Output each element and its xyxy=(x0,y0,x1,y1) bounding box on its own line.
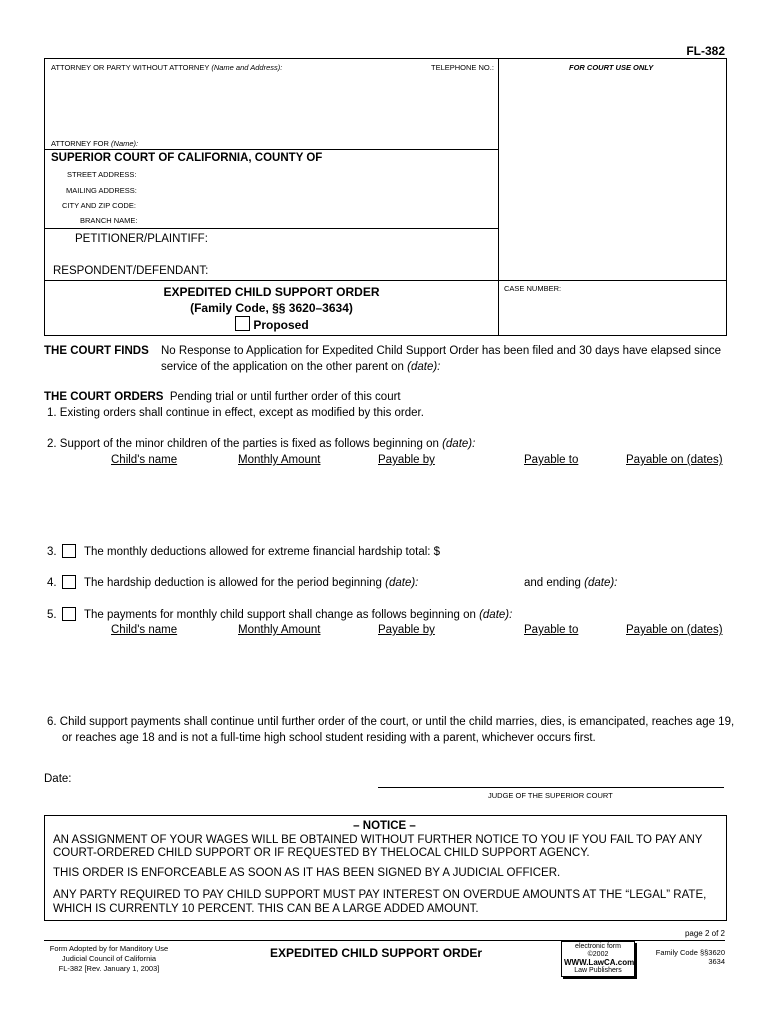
court-use-label: FOR COURT USE ONLY xyxy=(569,63,654,72)
adopted-line1: Form Adopted by for Manditory Use xyxy=(49,944,169,953)
code-line2: 3634 xyxy=(708,957,725,966)
respondent-label: RESPONDENT/DEFENDANT: xyxy=(53,265,209,277)
court-orders-label: THE COURT ORDERS xyxy=(44,391,164,403)
item4-checkbox[interactable] xyxy=(62,575,76,589)
item5-checkbox[interactable] xyxy=(62,607,76,621)
judge-label: JUDGE OF THE SUPERIOR COURT xyxy=(488,791,613,800)
item5-text: The payments for monthly child support shall change as follows beginning on (date): xyxy=(84,609,513,621)
family-code-block xyxy=(656,948,725,966)
title-divider xyxy=(44,280,726,281)
item5-number: 5. xyxy=(47,609,57,621)
col-monthly-amount: Monthly Amount xyxy=(238,454,321,466)
proposed-label: Proposed xyxy=(253,318,309,332)
form-id: FL-382 xyxy=(686,44,725,58)
parties-divider xyxy=(44,228,499,229)
notice-p2: THIS ORDER IS ENFORCEABLE AS SOON AS IT HAS BEEN SIGNED BY A JUDICIAL OFFICER. xyxy=(53,867,561,879)
col5-payable-by: Payable by xyxy=(378,624,435,636)
col-payable-on: Payable on (dates) xyxy=(626,454,723,466)
adopted-line2: Judicial Council of California xyxy=(61,954,157,963)
street-label: STREET ADDRESS: xyxy=(67,170,137,179)
attorney-for-label: ATTORNEY FOR (Name): xyxy=(51,139,139,148)
item4-text: The hardship deduction is allowed for the period beginning (date): xyxy=(84,577,419,589)
city-label: CITY AND ZIP CODE: xyxy=(62,201,136,210)
date-field[interactable] xyxy=(80,770,330,788)
date-label: Date: xyxy=(44,773,72,785)
document-title: EXPEDITED CHILD SUPPORT ORDER xyxy=(163,285,380,299)
stamp-line1: electronic form ©2002 xyxy=(575,943,621,958)
petitioner-label: PETITIONER/PLAINTIFF: xyxy=(75,233,208,245)
adopted-block xyxy=(44,944,174,974)
case-number-label: CASE NUMBER: xyxy=(504,284,562,293)
adopted-line3: FL-382 [Rev. January 1, 2003] xyxy=(58,964,160,973)
col5-payable-to: Payable to xyxy=(524,624,579,636)
order-item-1: 1. Existing orders shall continue in effect, except as modified by this order. xyxy=(47,407,424,419)
court-orders-row xyxy=(44,391,401,403)
notice-p1-line2: COURT-ORDERED CHILD SUPPORT OR IF REQUESTED BY THELOCAL CHILD SUPPORT AGENCY. xyxy=(53,847,590,859)
col5-childs-name: Child's name xyxy=(111,624,178,636)
col5-monthly-amount: Monthly Amount xyxy=(238,624,321,636)
support-table-area[interactable] xyxy=(100,470,725,530)
item6-line1: 6. Child support payments shall continue until further order of the court, or until the child marries, dies, is emancipated, reaches age 19, xyxy=(47,716,735,728)
page-number: page 2 of 2 xyxy=(684,929,725,938)
document-code: (Family Code, §§ 3620–3634) xyxy=(190,301,353,315)
findings-line1: No Response to Application for Expedited Child Support Order has been filed and 30 days have elapsed since xyxy=(161,345,722,357)
item3-checkbox[interactable] xyxy=(62,544,76,558)
item6-line2: or reaches age 18 and is not a full-time high school student residing with a parent, whichever occurs first. xyxy=(62,732,596,744)
code-line1: Family Code §§3620 xyxy=(655,948,725,957)
notice-title: – NOTICE – xyxy=(353,820,416,832)
notice-p3-line2: WHICH IS CURRENTLY 10 PERCENT. THIS CAN BE A LARGE ADDED AMOUNT. xyxy=(53,903,479,915)
item4-end: and ending (date): xyxy=(524,577,618,589)
item4-number: 4. xyxy=(47,577,57,589)
col-childs-name: Child's name xyxy=(111,454,178,466)
findings-line2: service of the application on the other parent on (date): xyxy=(161,361,441,373)
item3-number: 3. xyxy=(47,546,57,558)
mailing-label: MAILING ADDRESS: xyxy=(66,186,137,195)
court-divider xyxy=(44,149,499,150)
change-table-area[interactable] xyxy=(100,640,725,705)
proposed-row xyxy=(235,316,309,332)
col5-payable-on: Payable on (dates) xyxy=(626,624,723,636)
court-orders-intro: Pending trial or until further order of this court xyxy=(169,391,401,403)
proposed-checkbox[interactable] xyxy=(235,316,250,331)
judge-signature-line[interactable] xyxy=(378,787,724,788)
publisher-stamp[interactable] xyxy=(561,941,635,977)
notice-p3-line1: ANY PARTY REQUIRED TO PAY CHILD SUPPORT MUST PAY INTEREST ON OVERDUE AMOUNTS AT THE “LEGAL” RATE, xyxy=(53,889,707,901)
order-item-2: 2. Support of the minor children of the parties is fixed as follows beginning on (date): xyxy=(47,438,476,450)
branch-label: BRANCH NAME: xyxy=(80,216,138,225)
col-payable-to: Payable to xyxy=(524,454,579,466)
col-payable-by: Payable by xyxy=(378,454,435,466)
stamp-line3: Law Publishers xyxy=(574,967,622,974)
stamp-url: WWW.LawCA.com xyxy=(564,958,635,967)
court-title: SUPERIOR COURT OF CALIFORNIA, COUNTY OF xyxy=(51,152,323,164)
telephone-label: TELEPHONE NO.: xyxy=(431,63,494,72)
court-finds-label: THE COURT FINDS xyxy=(44,345,149,357)
notice-p1-line1: AN ASSIGNMENT OF YOUR WAGES WILL BE OBTAINED WITHOUT FURTHER NOTICE TO YOU IF YOU FAIL TO PAY ANY xyxy=(53,834,703,846)
attorney-label: ATTORNEY OR PARTY WITHOUT ATTORNEY (Name and Address): xyxy=(51,63,283,72)
footer-title: EXPEDITED CHILD SUPPORT ORDEr xyxy=(270,946,483,960)
item3-text: The monthly deductions allowed for extreme financial hardship total: $ xyxy=(84,546,441,558)
attorney-input-area[interactable] xyxy=(50,75,490,135)
